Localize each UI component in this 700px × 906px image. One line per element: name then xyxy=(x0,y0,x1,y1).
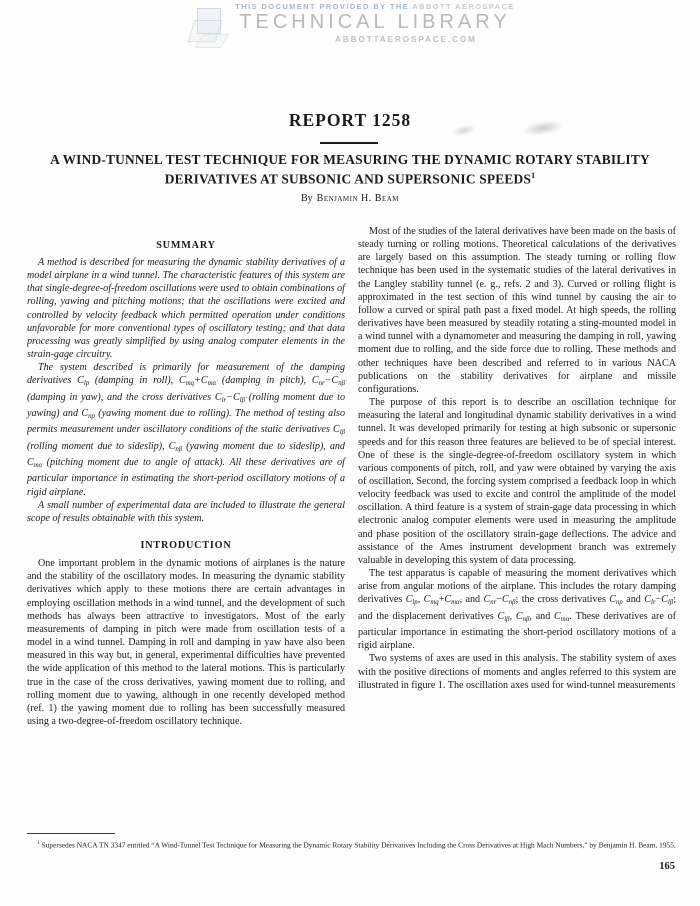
watermark-text-block xyxy=(227,2,523,44)
abbott-aerospace-logo-icon xyxy=(187,7,231,51)
column-left xyxy=(27,222,345,728)
report-title xyxy=(20,152,680,187)
report-title-line2: DERIVATIVES AT SUBSONIC AND SUPERSONIC SPEEDS xyxy=(164,171,532,187)
footnote-mark: 1 xyxy=(37,840,40,846)
page-number: 165 xyxy=(659,861,675,872)
footnote-text: Supersedes NACA TN 3347 entitled “A Wind-Tunnel Test Technique for Measuring the Dynamic Rotary Stability Derivatives Including the Cross Derivatives at High Mach Numbers,” by Benjamin H. Beam, 1955. xyxy=(39,840,676,850)
watermark-tagline-brand: ABBOTT AEROSPACE xyxy=(412,2,515,11)
report-title-line1: A WIND-TUNNEL TEST TECHNIQUE FOR MEASURING THE DYNAMIC ROTARY STABILITY xyxy=(50,152,650,167)
title-rule xyxy=(320,142,378,144)
column-right xyxy=(358,222,676,728)
introduction-paragraph: One important problem in the dynamic motions of airplanes is the nature and the stability of the oscillatory modes. In measuring the dynamic stability derivatives which apply to these motions there are certain advantages in employing oscillation methods in a wind tunnel, and the development of such methods has always been attractive to investigators. Most of the early measurements of damping in pitch were made from oscillation tests of a model in a wind tunnel. Damping in roll and damping in yaw have also been measured in this way but, in general, experimental difficulties have prevented the wide application of this method to the lateral motions. This is particularly true in the case of the cross derivatives, yawing moment due to rolling, and rolling moment due to yawing, although in one recently developed method (ref. 1) the yawing moment due to rolling has been successfully measured using a two-degree-of-freedom oscillatory technique. xyxy=(27,558,345,727)
section-heading-summary: SUMMARY xyxy=(156,240,216,251)
body-paragraph: The purpose of this report is to describe an oscillation technique for measuring the lateral and longitudinal dynamic stability derivatives in a wind tunnel. It was developed primarily for testing at high subsonic or supersonic speeds and for this reason three features are believed to be of special interest. One of these is the single-degree-of-freedom oscillatory system in which various components of pitch, roll, and yaw were obtained by varying the axis of oscillation. Second, the forcing system comprised a feedback loop in which velocity feedback was used to excite and control the amplitude of the model oscillation. A third feature is a system of strain-gage data processing in which electronic analog computer elements were used in measuring the amplitude and phase position of the oscillatory strain-gage deflections. The advice and assistance of the Ames instrument development branch was extremely valuable in developing this system of data processing. xyxy=(358,397,676,566)
byline-prefix: By xyxy=(300,193,313,204)
watermark-header xyxy=(185,2,525,54)
body-paragraph: The test apparatus is capable of measuring the moment derivatives which arise from angular motions of the airplane. This includes the rotary damping derivatives $C_{lp}$, $C_{mq}+C_{m\alphȧ}$, and $C_{nr}-C_{n\betȧ}$; the cross derivatives $C_{np}$ and $C_{lr}-C_{l\betȧ}$; and the displacement derivatives $C_{l\beta}$, $C_{n\beta}$, and $C_{m\alpha}$. These derivatives are of particular importance in estimating the short-period oscillatory motions of a rigid airplane. xyxy=(358,568,677,652)
watermark-title: TECHNICAL LIBRARY xyxy=(239,11,511,33)
body-paragraph: Two systems of axes are used in this analysis. The stability system of axes with the positive directions of moments and angles referred to this system are illustrated in figure 1. The oscillation axes used for wind-tunnel measurements xyxy=(358,653,676,691)
body-paragraph: Most of the studies of the lateral derivatives have been made on the basis of steady turning or rolling motions. Theoretical calculations of the derivatives are largely based on this assumption. The steady turning or rolling flow technique has been used in the systematic studies of the lateral derivatives in the Langley stability tunnel (e. g., refs. 2 and 3). Curved or rolling flight is approximated in the test section of this wind tunnel by causing the air to follow a curved or spiral path past a fixed model. At high speeds, the rolling derivatives have been measured by steadily rotating a sting-mounted model in a wind tunnel with a dynamometer and measuring the damping in roll, yawing moment due to rolling, and the side force due to rolling. These methods and other techniques have been described and referred to in various NACA publications on the stability derivatives for airplane and missile configurations. xyxy=(358,226,676,395)
summary-paragraph: The system described is primarily for measurement of the damping derivatives $C_{lp}$ (damping in roll), $C_{mq}+C_{m\alphȧ}$ (damping in pitch), $C_{nr}-C_{n\betȧ}$ (damping in yaw), and the cross derivatives $C_{lr}-C_{l\betȧ}$ (rolling moment due to yawing) and $C_{np}$ (yawing moment due to rolling). The method of testing also permits measurement under oscillatory conditions of the static derivatives $C_{l\beta}$ (rolling moment due to sideslip), $C_{n\beta}$ (yawing moment due to sideslip), and $C_{m\alpha}$ (pitching moment due to angle of attack). All these derivatives are of particular importance in estimating the short-period oscillatory motions of a rigid airplane. xyxy=(27,362,346,498)
author-name: Benjamin H. Beam xyxy=(316,193,399,204)
report-number: REPORT 1258 xyxy=(288,110,412,130)
watermark-tagline xyxy=(227,2,523,11)
watermark-url: ABBOTTAEROSPACE.COM xyxy=(335,35,477,44)
summary-paragraph: A small number of experimental data are included to illustrate the general scope of results obtainable with this system. xyxy=(27,499,345,524)
section-heading-introduction: INTRODUCTION xyxy=(140,540,232,552)
body-columns xyxy=(27,222,676,728)
title-footnote-mark: 1 xyxy=(531,170,536,180)
footnote xyxy=(27,839,676,850)
watermark-tagline-prefix: THIS DOCUMENT PROVIDED BY THE xyxy=(235,2,410,11)
footnote-rule xyxy=(27,833,115,834)
byline xyxy=(0,193,700,204)
summary-paragraph: A method is described for measuring the dynamic stability derivatives of a model airplane in a wind tunnel. The characteristic features of this system are that single-degree-of-freedom oscillations were used to obtain combinations of rolling, yawing and pitching motions; that the oscillations were excited and controlled by velocity feedback which permitted operation under conditions unfavorable for more conventional types of oscillatory testing; and that data processing was greatly simplified by using analog computer elements in the strain-gage circuitry. xyxy=(27,257,345,361)
